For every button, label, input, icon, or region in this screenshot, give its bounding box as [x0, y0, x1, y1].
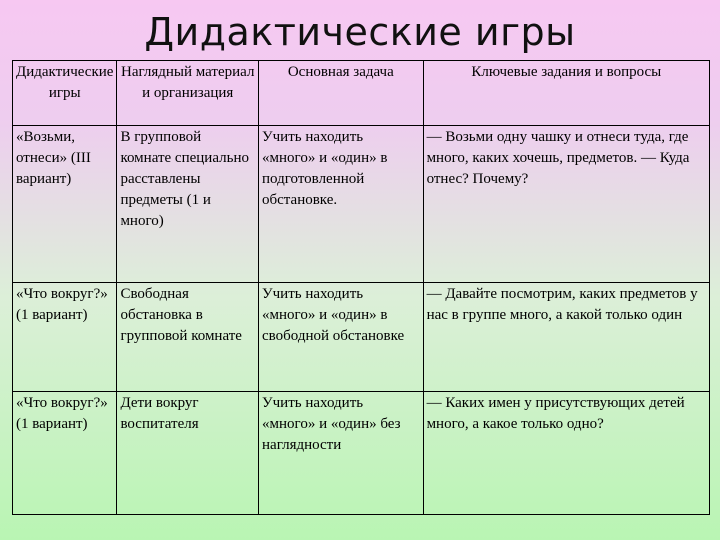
- header-cell-material: Наглядный материал и организация: [117, 61, 259, 126]
- header-cell-games: Дидактические игры: [13, 61, 117, 126]
- table-row: [13, 283, 710, 392]
- header-cell-questions: Ключевые задания и вопросы: [423, 61, 709, 126]
- page-title: Дидактические игры: [144, 10, 576, 54]
- table-header-row: [13, 61, 710, 126]
- game-name-cell: «Что вокруг?» (1 вариант): [13, 392, 117, 515]
- game-name-cell: «Возьми, отнеси» (III вариант): [13, 126, 117, 283]
- questions-cell: — Каких имен у присутствующих детей много, а какое только одно?: [423, 392, 709, 515]
- material-cell: В групповой комнате специально расставлены предметы (1 и много): [117, 126, 259, 283]
- task-cell: Учить находить «много» и «один» в подготовленной обстановке.: [259, 126, 424, 283]
- table-row: [13, 126, 710, 283]
- didactic-games-table: [12, 60, 710, 515]
- task-cell: Учить находить «много» и «один» в свободной обстановке: [259, 283, 424, 392]
- task-cell: Учить находить «много» и «один» без наглядности: [259, 392, 424, 515]
- questions-cell: — Давайте посмотрим, каких предметов у нас в группе много, а какой только один: [423, 283, 709, 392]
- material-cell: Свободная обстановка в групповой комнате: [117, 283, 259, 392]
- header-cell-task: Основная задача: [259, 61, 424, 126]
- game-name-cell: «Что вокруг?» (1 вариант): [13, 283, 117, 392]
- material-cell: Дети вокруг воспитателя: [117, 392, 259, 515]
- questions-cell: — Возьми одну чашку и отнеси туда, где много, каких хочешь, предметов. — Куда отнес? Почему?: [423, 126, 709, 283]
- table-row: [13, 392, 710, 515]
